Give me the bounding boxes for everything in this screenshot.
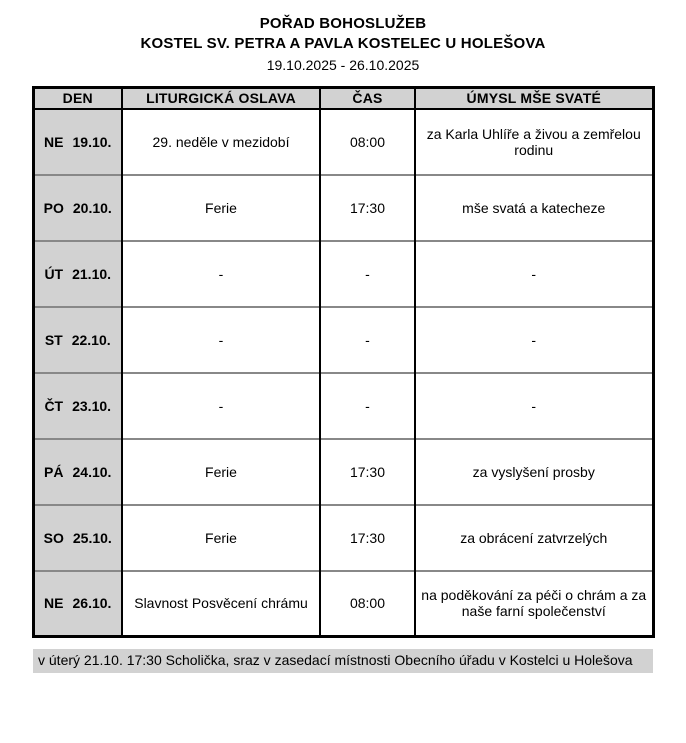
celebration-cell: - bbox=[122, 373, 320, 439]
table-row bbox=[33, 241, 653, 307]
celebration-cell: - bbox=[122, 241, 320, 307]
column-header-day: DEN bbox=[33, 88, 122, 109]
day-date: 22.10. bbox=[71, 331, 111, 348]
table-row bbox=[33, 373, 653, 439]
table-row bbox=[33, 505, 653, 571]
day-cell bbox=[33, 307, 122, 373]
day-cell bbox=[33, 175, 122, 241]
intention-cell: - bbox=[415, 373, 653, 439]
day-cell bbox=[33, 571, 122, 637]
day-abbr: ÚT bbox=[44, 265, 64, 282]
time-cell: 17:30 bbox=[320, 505, 415, 571]
table-row bbox=[33, 109, 653, 175]
announcement-note: v úterý 21.10. 17:30 Scholička, sraz v zasedací místnosti Obecního úřadu v Kostelci u Holešova bbox=[33, 649, 653, 673]
day-abbr: PÁ bbox=[44, 463, 64, 480]
day-date: 21.10. bbox=[72, 265, 112, 282]
day-abbr: NE bbox=[44, 133, 64, 150]
day-cell bbox=[33, 241, 122, 307]
day-date: 26.10. bbox=[72, 595, 112, 612]
day-date: 24.10. bbox=[72, 463, 112, 480]
time-cell: - bbox=[320, 241, 415, 307]
table-row bbox=[33, 307, 653, 373]
intention-cell: za obrácení zatvrzelých bbox=[415, 505, 653, 571]
intention-cell: za Karla Uhlíře a živou a zemřelou rodinu bbox=[415, 109, 653, 175]
table-row bbox=[33, 439, 653, 505]
column-header-intention: ÚMYSL MŠE SVATÉ bbox=[415, 88, 653, 109]
intention-cell: mše svatá a katecheze bbox=[415, 175, 653, 241]
services-table bbox=[32, 86, 655, 638]
time-cell: - bbox=[320, 307, 415, 373]
celebration-cell: - bbox=[122, 307, 320, 373]
day-cell bbox=[33, 439, 122, 505]
celebration-cell: Slavnost Posvěcení chrámu bbox=[122, 571, 320, 637]
table-header-row bbox=[33, 88, 653, 109]
church-name: KOSTEL SV. PETRA A PAVLA KOSTELEC U HOLEŠOVA bbox=[140, 35, 546, 52]
day-date: 19.10. bbox=[72, 133, 112, 150]
day-cell bbox=[33, 373, 122, 439]
time-cell: 17:30 bbox=[320, 439, 415, 505]
day-date: 23.10. bbox=[72, 397, 112, 414]
time-cell: - bbox=[320, 373, 415, 439]
time-cell: 17:30 bbox=[320, 175, 415, 241]
day-abbr: SO bbox=[43, 529, 64, 546]
time-cell: 08:00 bbox=[320, 571, 415, 637]
celebration-cell: Ferie bbox=[122, 505, 320, 571]
day-abbr: NE bbox=[44, 595, 64, 612]
day-date: 25.10. bbox=[72, 529, 112, 546]
celebration-cell: Ferie bbox=[122, 175, 320, 241]
day-abbr: ST bbox=[44, 331, 63, 348]
day-abbr: ČT bbox=[44, 397, 64, 414]
celebration-cell: Ferie bbox=[122, 439, 320, 505]
day-date: 20.10. bbox=[72, 199, 112, 216]
day-cell bbox=[33, 505, 122, 571]
page-title: POŘAD BOHOSLUŽEB bbox=[259, 15, 427, 32]
column-header-celebration: LITURGICKÁ OSLAVA bbox=[122, 88, 320, 109]
time-cell: 08:00 bbox=[320, 109, 415, 175]
intention-cell: na poděkování za péči o chrám a za naše farní společenství bbox=[415, 571, 653, 637]
celebration-cell: 29. neděle v mezidobí bbox=[122, 109, 320, 175]
document-header bbox=[0, 0, 686, 75]
intention-cell: - bbox=[415, 307, 653, 373]
day-cell bbox=[33, 109, 122, 175]
intention-cell: za vyslyšení prosby bbox=[415, 439, 653, 505]
date-range: 19.10.2025 - 26.10.2025 bbox=[266, 57, 420, 73]
day-abbr: PO bbox=[43, 199, 64, 216]
intention-cell: - bbox=[415, 241, 653, 307]
column-header-time: ČAS bbox=[320, 88, 415, 109]
table-row bbox=[33, 175, 653, 241]
table-row bbox=[33, 571, 653, 637]
